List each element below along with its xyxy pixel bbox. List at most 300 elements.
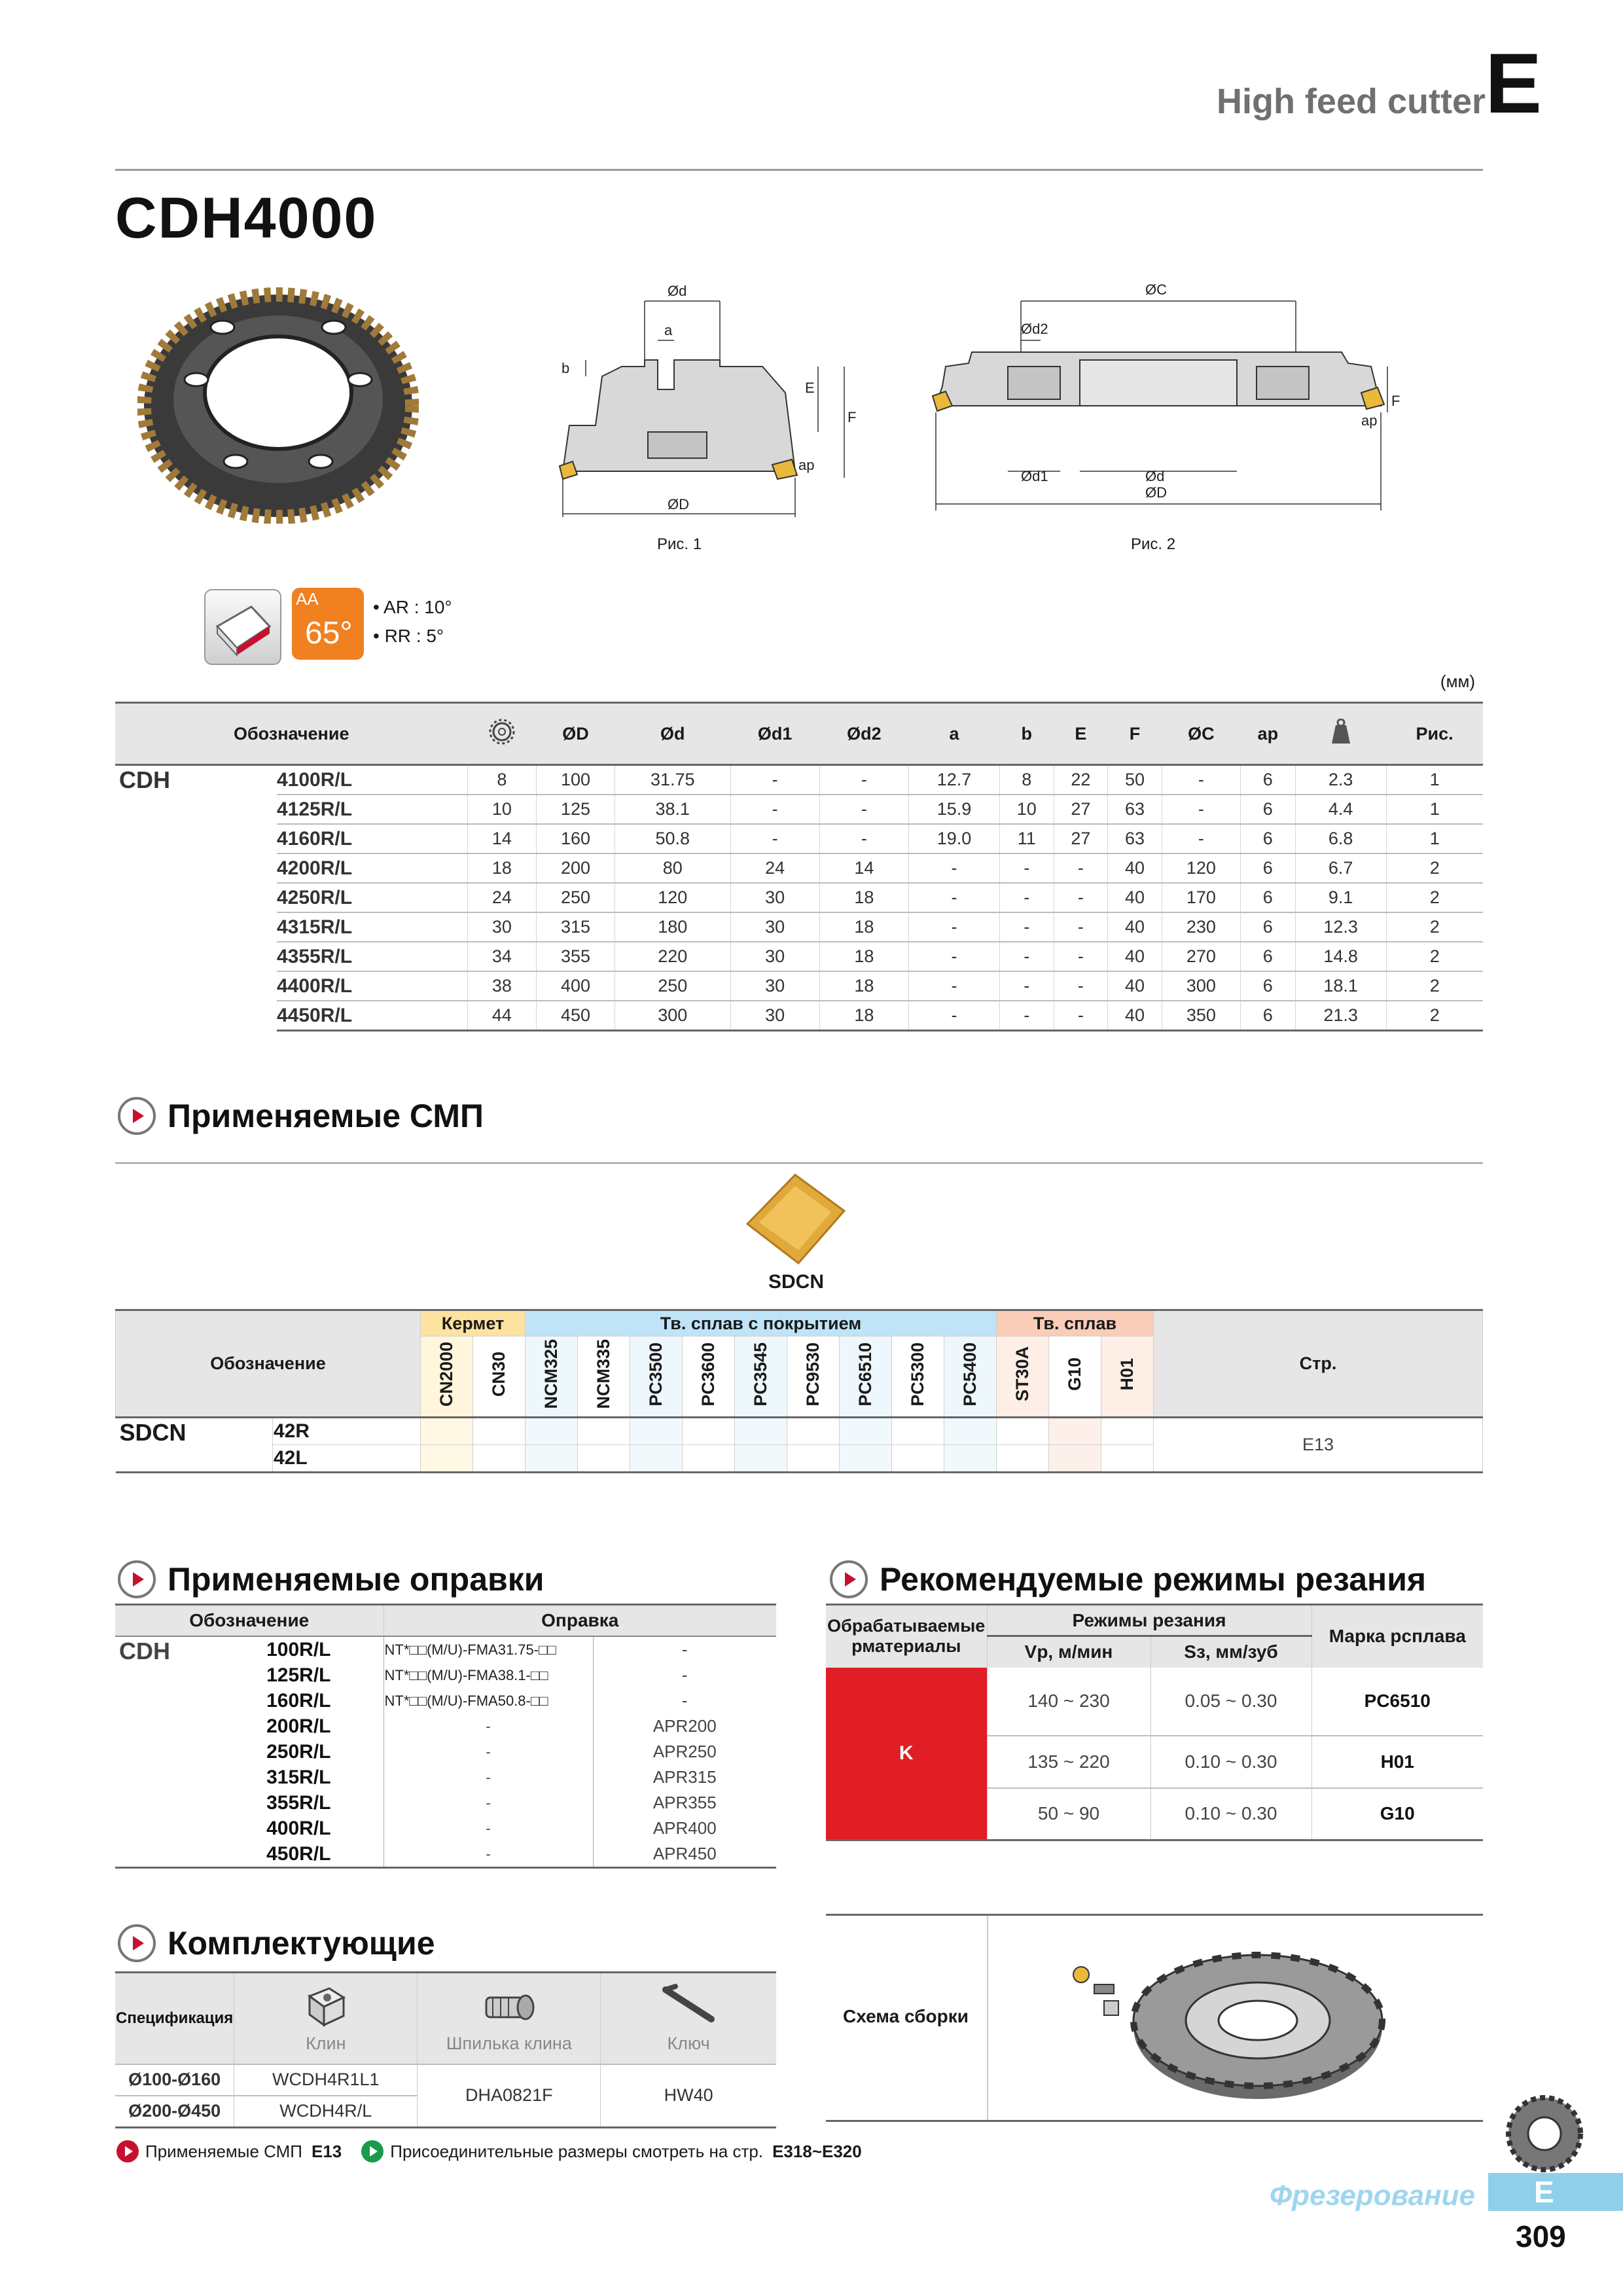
code-cell: 4200R/L: [277, 853, 467, 883]
cut-th-modes: Режимы резания: [987, 1605, 1311, 1636]
cell-d1: -: [730, 795, 819, 824]
cell-F: 63: [1108, 795, 1162, 824]
cell-d2: 18: [819, 942, 908, 971]
svg-text:ØD: ØD: [1145, 484, 1167, 501]
parts-key: HW40: [601, 2064, 776, 2128]
angle-rr: • RR : 5°: [373, 626, 444, 646]
parts-th-key: [601, 1973, 776, 2064]
grade-pc5300: [892, 1336, 944, 1418]
cutting-row: [826, 1668, 1483, 1736]
cell-z: 30: [467, 912, 536, 942]
code-cell: 4100R/L: [277, 765, 467, 795]
cell-a: -: [909, 971, 1000, 1001]
arrow-circle-icon: [361, 2140, 383, 2162]
cell-ap: 6: [1240, 765, 1295, 795]
arbor-b: APR200: [593, 1713, 776, 1739]
cell-E: -: [1054, 853, 1108, 883]
cell-C: 120: [1162, 853, 1240, 883]
grade-label: PC6510: [855, 1342, 875, 1407]
cut-grade: PC6510: [1311, 1668, 1483, 1736]
table-row: [115, 853, 1483, 883]
arbor-b: APR355: [593, 1790, 776, 1816]
arbor-row: [115, 1636, 776, 1662]
angle-badge-value: 65°: [305, 616, 353, 651]
code-cell: 4355R/L: [277, 942, 467, 971]
arbor-code: 355R/L: [266, 1791, 331, 1814]
svg-text:Ød: Ød: [1145, 468, 1165, 484]
cell-F: 50: [1108, 765, 1162, 795]
table-row: [115, 765, 1483, 795]
cell-C: -: [1162, 765, 1240, 795]
svg-text:F: F: [1391, 393, 1400, 409]
cell-ap: 6: [1240, 942, 1295, 971]
arbor-code: 250R/L: [266, 1740, 331, 1763]
grade-pc6510: [840, 1336, 892, 1418]
grade-label: PC9530: [803, 1342, 823, 1407]
cell-fig: 1: [1386, 765, 1483, 795]
cell-d1: 30: [730, 883, 819, 912]
cell-kg: 6.7: [1295, 853, 1386, 883]
arrow-icon: [118, 1097, 156, 1135]
fig2-caption: Рис. 2: [1131, 535, 1176, 553]
cell-fig: 1: [1386, 824, 1483, 853]
parts-table: [115, 1971, 776, 2128]
footer-letter: E: [1534, 2175, 1554, 2209]
cell-C: 270: [1162, 942, 1240, 971]
cell-C: 230: [1162, 912, 1240, 942]
arbor-code: 160R/L: [266, 1689, 331, 1712]
header-title: High feed cutter: [1216, 82, 1486, 121]
cut-th-grade: Марка рсплава: [1311, 1605, 1483, 1668]
arbor-a: -: [383, 1841, 593, 1868]
code-cell: 4160R/L: [277, 824, 467, 853]
page-number: 309: [1516, 2219, 1566, 2253]
angle-badge-top: AA: [296, 589, 319, 609]
arbors-th-designation: Обозначение: [115, 1605, 383, 1637]
cutting-table: [826, 1604, 1483, 1841]
grade-label: ST30A: [1012, 1346, 1032, 1402]
cut-fz: 0.10 ~ 0.30: [1150, 1788, 1311, 1840]
cell-fig: 2: [1386, 1001, 1483, 1031]
arbor-a: NT*□□(M/U)-FMA31.75-□□: [383, 1636, 593, 1662]
th-C: ØC: [1162, 703, 1240, 765]
cell-D: 450: [536, 1001, 615, 1031]
cell-d1: 30: [730, 1001, 819, 1031]
parts-title-text: Комплектующие: [168, 1925, 435, 1962]
footer-note1-ref: E13: [311, 2141, 342, 2161]
parts-wedge-1: WCDH4R1L1: [234, 2064, 418, 2096]
cut-vc: 135 ~ 220: [987, 1736, 1150, 1788]
cell-F: 40: [1108, 853, 1162, 883]
code-cell: 4250R/L: [277, 883, 467, 912]
assembly-box: [826, 1914, 1483, 2122]
cell-kg: 21.3: [1295, 1001, 1386, 1031]
group-carbide: Тв. сплав: [997, 1310, 1154, 1336]
cut-vc: 50 ~ 90: [987, 1788, 1150, 1840]
arbors-section-title: [118, 1560, 544, 1598]
cell-kg: 2.3: [1295, 765, 1386, 795]
th-d1: Ød1: [730, 703, 819, 765]
cell-fig: 2: [1386, 883, 1483, 912]
family-cell: CDH: [119, 766, 170, 793]
cut-th-fz: Sз, мм/зуб: [1150, 1636, 1311, 1668]
th-b: b: [999, 703, 1054, 765]
parts-col-key: Ключ: [667, 2033, 710, 2053]
th-a: a: [909, 703, 1000, 765]
arbor-code: 450R/L: [266, 1842, 331, 1865]
th-weight-icon: [1295, 703, 1386, 765]
svg-text:ØD: ØD: [668, 496, 689, 512]
cell-E: -: [1054, 1001, 1108, 1031]
inserts-family: SDCN: [116, 1418, 273, 1473]
arbor-a: NT*□□(M/U)-FMA38.1-□□: [383, 1662, 593, 1688]
grade-pc5400: [944, 1336, 997, 1418]
cell-d: 250: [615, 971, 730, 1001]
cell-D: 125: [536, 795, 615, 824]
footer-note1: Применяемые СМП: [145, 2141, 302, 2161]
cell-D: 200: [536, 853, 615, 883]
footer-notes: [116, 2140, 862, 2162]
arbor-family: CDH: [119, 1638, 170, 1664]
cell-D: 160: [536, 824, 615, 853]
cell-E: 22: [1054, 765, 1108, 795]
cell-ap: 6: [1240, 824, 1295, 853]
cell-a: -: [909, 883, 1000, 912]
cell-d1: 24: [730, 853, 819, 883]
code-cell: 4400R/L: [277, 971, 467, 1001]
cell-C: -: [1162, 824, 1240, 853]
grade-label: PC3600: [698, 1342, 718, 1407]
grade-pc3600: [683, 1336, 735, 1418]
cell-z: 24: [467, 883, 536, 912]
cell-d2: 18: [819, 883, 908, 912]
group-coated: Тв. сплав с покрытием: [526, 1310, 997, 1336]
grade-h01: [1101, 1336, 1154, 1418]
assembly-label: Схема сборки: [843, 2006, 969, 2026]
grade-label: G10: [1065, 1357, 1084, 1391]
cell-d1: -: [730, 824, 819, 853]
grade-label: NCM335: [594, 1339, 613, 1409]
cell-z: 34: [467, 942, 536, 971]
arrow-icon: [118, 1560, 156, 1598]
cell-b: -: [999, 883, 1054, 912]
cell-ap: 6: [1240, 971, 1295, 1001]
parts-screw: DHA0821F: [418, 2064, 601, 2128]
cut-th-material: Обрабатываемые рматериалы: [826, 1605, 987, 1668]
grade-label: CN2000: [437, 1341, 456, 1407]
cell-b: -: [999, 912, 1054, 942]
parts-th-screw: [418, 1973, 601, 2064]
cell-ap: 6: [1240, 795, 1295, 824]
cell-F: 63: [1108, 824, 1162, 853]
cell-z: 14: [467, 824, 536, 853]
svg-text:b: b: [562, 360, 570, 376]
cell-d1: 30: [730, 942, 819, 971]
cell-E: -: [1054, 971, 1108, 1001]
parts-th-spec: Спецификация: [115, 1973, 234, 2064]
svg-text:a: a: [664, 322, 673, 338]
table-row: [115, 942, 1483, 971]
cell-a: 15.9: [909, 795, 1000, 824]
drawing-fig2: [929, 275, 1427, 550]
grade-cn30: [473, 1336, 526, 1418]
cell-d2: 18: [819, 971, 908, 1001]
grade-label: NCM325: [541, 1339, 561, 1409]
arbor-b: APR400: [593, 1816, 776, 1841]
cell-D: 355: [536, 942, 615, 971]
parts-wedge-2: WCDH4R/L: [234, 2096, 418, 2128]
cell-z: 38: [467, 971, 536, 1001]
cell-b: 8: [999, 765, 1054, 795]
cell-d: 300: [615, 1001, 730, 1031]
svg-text:ap: ap: [1361, 412, 1378, 429]
cell-ap: 6: [1240, 912, 1295, 942]
th-ap: ap: [1240, 703, 1295, 765]
cell-C: 350: [1162, 1001, 1240, 1031]
grade-label: CN30: [489, 1351, 508, 1397]
cell-E: 27: [1054, 824, 1108, 853]
parts-section-title: [118, 1924, 435, 1962]
parts-spec-1: Ø100-Ø160: [115, 2064, 234, 2096]
product-name: CDH4000: [115, 185, 378, 250]
section-letter: E: [1485, 35, 1542, 131]
inserts-row-42L: 42L: [273, 1445, 421, 1473]
inserts-page-ref: E13: [1154, 1418, 1483, 1473]
cell-d2: -: [819, 824, 908, 853]
arbor-code: 400R/L: [266, 1817, 331, 1839]
cell-kg: 6.8: [1295, 824, 1386, 853]
code-cell: 4125R/L: [277, 795, 467, 824]
cell-ap: 6: [1240, 1001, 1295, 1031]
grade-label: H01: [1117, 1357, 1137, 1391]
grade-label: PC3545: [751, 1342, 770, 1407]
cell-kg: 14.8: [1295, 942, 1386, 971]
table-row: [115, 883, 1483, 912]
arbor-a: -: [383, 1816, 593, 1841]
grade-cn2000: [421, 1336, 473, 1418]
arbors-table: [115, 1604, 776, 1869]
cell-fig: 2: [1386, 971, 1483, 1001]
th-d: Ød: [615, 703, 730, 765]
cell-d: 80: [615, 853, 730, 883]
arbor-b: -: [593, 1662, 776, 1688]
cell-d: 50.8: [615, 824, 730, 853]
cell-d1: -: [730, 765, 819, 795]
cell-b: -: [999, 853, 1054, 883]
assembly-image: [1061, 1929, 1402, 2112]
milling-cutter-icon: [1505, 2094, 1584, 2173]
cell-d1: 30: [730, 971, 819, 1001]
cell-F: 40: [1108, 1001, 1162, 1031]
group-cermet: Кермет: [421, 1310, 526, 1336]
grade-label: PC5300: [908, 1342, 927, 1407]
cell-D: 315: [536, 912, 615, 942]
cell-b: -: [999, 942, 1054, 971]
cell-z: 8: [467, 765, 536, 795]
table-row: [115, 971, 1483, 1001]
cell-d2: 14: [819, 853, 908, 883]
cell-kg: 9.1: [1295, 883, 1386, 912]
arbor-b: APR315: [593, 1765, 776, 1790]
arbor-b: APR450: [593, 1841, 776, 1868]
cell-F: 40: [1108, 883, 1162, 912]
cell-D: 250: [536, 883, 615, 912]
cell-d1: 30: [730, 912, 819, 942]
drawing-fig1: [537, 275, 877, 563]
cut-vc: 140 ~ 230: [987, 1668, 1150, 1736]
header-divider: [115, 169, 1483, 171]
cutting-section-title: [830, 1560, 1426, 1598]
arbor-code: 315R/L: [266, 1766, 331, 1788]
insert-icon: [204, 589, 281, 665]
arrow-circle-icon: [116, 2140, 139, 2162]
cell-d2: 18: [819, 1001, 908, 1031]
arbor-a: NT*□□(M/U)-FMA50.8-□□: [383, 1688, 593, 1713]
parts-col-screw: Шпилька клина: [446, 2033, 572, 2053]
svg-text:ap: ap: [798, 457, 815, 473]
key-icon: [659, 1983, 718, 2029]
cell-b: 10: [999, 795, 1054, 824]
cell-E: -: [1054, 883, 1108, 912]
cell-z: 10: [467, 795, 536, 824]
svg-text:Ød1: Ød1: [1021, 468, 1048, 484]
arbor-a: -: [383, 1739, 593, 1765]
material-k: K: [826, 1668, 987, 1840]
cell-F: 40: [1108, 942, 1162, 971]
th-d2: Ød2: [819, 703, 908, 765]
grade-ncm335: [578, 1336, 630, 1418]
footer-category: Фрезерование: [1269, 2179, 1475, 2212]
cell-ap: 6: [1240, 853, 1295, 883]
cell-a: -: [909, 942, 1000, 971]
inserts-table: [115, 1309, 1483, 1473]
cell-a: 19.0: [909, 824, 1000, 853]
table-row: [115, 795, 1483, 824]
arrow-icon: [118, 1924, 156, 1962]
cell-kg: 12.3: [1295, 912, 1386, 942]
cell-C: 300: [1162, 971, 1240, 1001]
cell-E: -: [1054, 912, 1108, 942]
th-F: F: [1108, 703, 1162, 765]
svg-text:Ød2: Ød2: [1021, 321, 1048, 337]
table-row: [115, 824, 1483, 853]
cell-D: 100: [536, 765, 615, 795]
cell-F: 40: [1108, 971, 1162, 1001]
svg-text:Ød: Ød: [668, 283, 687, 299]
fig1-caption: Рис. 1: [657, 535, 702, 553]
cell-fig: 2: [1386, 912, 1483, 942]
cell-kg: 18.1: [1295, 971, 1386, 1001]
grade-pc3500: [630, 1336, 683, 1418]
sdcn-insert-image: [740, 1172, 851, 1270]
cell-F: 40: [1108, 912, 1162, 942]
grade-pc3545: [735, 1336, 787, 1418]
cut-grade: G10: [1311, 1788, 1483, 1840]
angle-ar: • AR : 10°: [373, 597, 452, 617]
grade-ncm325: [526, 1336, 578, 1418]
arbor-code: 200R/L: [266, 1715, 331, 1737]
cell-ap: 6: [1240, 883, 1295, 912]
arbor-code: 100R/L: [266, 1638, 331, 1660]
cutter-photo: [137, 275, 419, 524]
dimension-table: [115, 702, 1483, 1031]
cell-d2: -: [819, 765, 908, 795]
cut-th-vc: Vp, м/мин: [987, 1636, 1150, 1668]
cut-fz: 0.10 ~ 0.30: [1150, 1736, 1311, 1788]
parts-th-wedge: [234, 1973, 418, 2064]
cell-kg: 4.4: [1295, 795, 1386, 824]
grade-pc9530: [787, 1336, 840, 1418]
cell-d: 31.75: [615, 765, 730, 795]
parts-spec-2: Ø200-Ø450: [115, 2096, 234, 2128]
arbor-a: -: [383, 1790, 593, 1816]
cutting-title-text: Рекомендуемые режимы резания: [880, 1561, 1427, 1598]
footer-letter-tab: [1488, 2173, 1623, 2211]
cell-D: 400: [536, 971, 615, 1001]
th-designation: Обозначение: [115, 703, 467, 765]
arbors-th-arbor: Оправка: [383, 1605, 776, 1637]
cell-d2: -: [819, 795, 908, 824]
cell-a: -: [909, 1001, 1000, 1031]
inserts-section-title: [118, 1097, 484, 1135]
cell-E: 27: [1054, 795, 1108, 824]
inserts-title-text: Применяемые СМП: [168, 1098, 484, 1134]
th-fig: Рис.: [1386, 703, 1483, 765]
grade-label: PC5400: [960, 1342, 980, 1407]
arbor-b: -: [593, 1636, 776, 1662]
inserts-th-designation: Обозначение: [116, 1310, 421, 1418]
cell-d: 38.1: [615, 795, 730, 824]
cell-d: 120: [615, 883, 730, 912]
table-row: [115, 912, 1483, 942]
svg-text:ØC: ØC: [1145, 281, 1167, 298]
cut-grade: H01: [1311, 1736, 1483, 1788]
inserts-row-42R: 42R: [273, 1418, 421, 1445]
cell-a: -: [909, 853, 1000, 883]
table-row: [115, 1001, 1483, 1031]
cell-b: -: [999, 971, 1054, 1001]
grade-st30a: [997, 1336, 1049, 1418]
cell-z: 44: [467, 1001, 536, 1031]
th-teeth-icon: [467, 703, 536, 765]
cell-fig: 2: [1386, 853, 1483, 883]
code-cell: 4450R/L: [277, 1001, 467, 1031]
cell-E: -: [1054, 942, 1108, 971]
screw-icon: [480, 1983, 539, 2029]
svg-text:F: F: [847, 409, 857, 425]
grade-label: PC3500: [646, 1342, 666, 1407]
footer-note2: Присоединительные размеры смотреть на стр.: [390, 2141, 764, 2161]
arbors-title-text: Применяемые оправки: [168, 1561, 544, 1598]
inserts-divider: [115, 1162, 1483, 1164]
cell-a: 12.7: [909, 765, 1000, 795]
cell-C: 170: [1162, 883, 1240, 912]
cell-fig: 1: [1386, 795, 1483, 824]
cell-d2: 18: [819, 912, 908, 942]
cell-a: -: [909, 912, 1000, 942]
unit-label: (мм): [1440, 672, 1475, 691]
cell-b: 11: [999, 824, 1054, 853]
inserts-th-page: Стр.: [1154, 1310, 1483, 1418]
code-cell: 4315R/L: [277, 912, 467, 942]
cell-fig: 2: [1386, 942, 1483, 971]
svg-text:E: E: [805, 380, 815, 396]
cut-fz: 0.05 ~ 0.30: [1150, 1668, 1311, 1736]
arbor-a: -: [383, 1713, 593, 1739]
th-D: ØD: [536, 703, 615, 765]
cell-d: 180: [615, 912, 730, 942]
wedge-icon: [303, 1983, 349, 2029]
